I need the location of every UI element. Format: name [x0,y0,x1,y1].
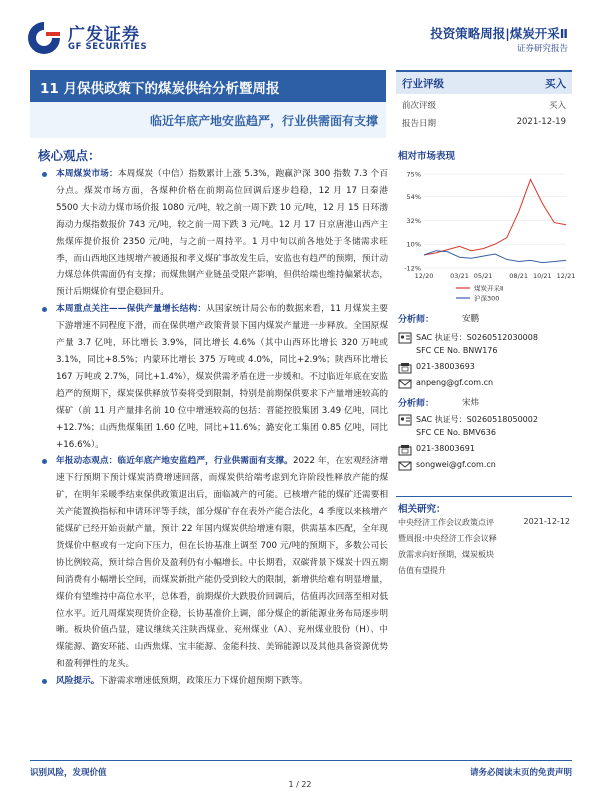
phone-icon [398,444,412,456]
id-card-icon [398,414,412,426]
page-number: 1 / 22 [288,780,312,789]
research-date: 2021-12-12 [523,517,570,526]
analyst-2-sfc: SFC CE No. BMV636 [416,428,496,437]
prev-rating-label: 前次评级 [402,101,437,111]
y-tick-label: 75% [406,170,421,179]
footer-slogan: 识别风险，发现价值 [30,768,107,778]
related-research [396,496,572,592]
x-tick-label: 05/21 [473,272,493,280]
x-tick-label: 12/21 [556,272,576,280]
research-line-1[interactable]: 中央经济工作会议政策点评 [398,518,494,527]
legend-label: 煤炭开采Ⅱ [474,284,504,293]
paragraph-outlook [36,453,388,673]
report-date-label: 报告日期 [402,119,437,129]
market-chart [396,168,576,308]
report-date-row [396,114,572,132]
analyst-2-name: 宋炜 [462,398,480,408]
mail-icon [398,378,412,390]
id-card-icon [398,332,412,344]
footer-disclaimer: 请务必阅读末页的免责声明 [469,768,572,778]
report-date-value: 2021-12-19 [516,117,566,127]
analyst-1-sac: SAC 执证号：S0260512030008 [416,333,538,342]
paragraph-focus [36,301,388,453]
bullet-icon [42,459,47,464]
analyst-2-email[interactable]: songwei@gf.com.cn [416,460,496,469]
x-tick-label: 03/21 [450,272,469,280]
research-line-3[interactable]: 放需求向好预期，煤炭板块 [398,550,494,559]
p2-lead: 本周重点关注——保供产量增长结构： [56,304,207,315]
bullet-icon [42,679,47,684]
research-line-2[interactable]: 暨周报:中央经济工作会议释 [398,534,497,543]
analyst-1-phone: 021-38003693 [416,362,475,371]
title-bar [30,70,386,102]
paragraph-risk [36,673,388,690]
p2-text: 从国家统计局公布的数据来看，11 月煤炭主要下游增速不同程度下滑，而在保供增产政策背景下国内煤炭产量进一步释放。全国原煤产量 3.7 亿吨，环比增长 3.9%，同比增长 4.6%（其中山西环比增长 320 万吨或 3.1%，同比+8.5%；内蒙环比增长 375 万吨或 4.0%，同比+2.9%；陕西环比增长 167 万吨或 2.7%，同比+1.4%），煤炭供需矛盾在进一步缓和。不过临近年底在安监趋严的预期下，煤炭保供释放节奏将受到限制，特别是前期保供要求下产量增速较高的煤矿（前 11 月产量排名前 10 位中增速较高的包括：晋能控股集团 3.49 亿吨，同比+12.7%；山西焦煤集团 1.60 亿吨，同比+11.6%；潞安化工集团 0.85 亿吨，同比+16.6%）。 [56,304,388,450]
x-tick-label: 10/21 [532,272,552,280]
analyst-label-2: 分析师： [398,399,435,409]
y-tick-label: 54% [406,193,421,202]
market-heading: 相对市场表现 [398,151,456,162]
analyst-2-phone: 021-38003691 [416,444,475,453]
prev-rating-value: 买入 [548,101,566,111]
x-tick-label: 12/20 [414,272,434,280]
bullet-icon [42,307,47,312]
y-tick-label: 32% [406,216,421,225]
logo-cn: 广发证券 [68,25,140,45]
p3-lead: 年报动态观点：临近年底产地安监趋严，行业供需面有支撑。 [56,456,293,467]
rating-box [396,70,572,132]
mail-icon [398,460,412,472]
footer-divider [30,760,572,761]
series-line-0 [424,179,566,255]
prev-rating-row [396,96,572,114]
main-title: 11 月保供政策下的煤炭供给分析暨周报 [40,81,280,97]
rating-header [396,70,572,94]
analyst-1-email[interactable]: anpeng@gf.com.cn [416,378,494,387]
gf-logo [26,18,166,58]
paragraph-market [36,166,388,301]
report-type: 投资策略周报|煤炭开采Ⅱ [430,26,568,41]
rating-label: 行业评级 [402,78,444,90]
report-subtitle: 证券研究报告 [516,44,568,54]
research-heading: 相关研究： [398,504,446,515]
rating-value: 买入 [545,78,566,90]
research-line-4[interactable]: 估值有望提升 [398,566,446,575]
legend-label: 沪深300 [474,294,500,303]
p1-text: 本周煤炭（中信）指数累计上涨 5.3%，跑赢沪深 300 指数 7.3 个百分点。煤炭市场方面，各煤种价格在前期高位回调后逐步趋稳，12 月 17 日秦港 5500 大卡动力煤市场价报 1080 元/吨，较之前一周下跌 10 元/吨，12 月 15 日环渤海动力煤指数报价 743 元/吨，较之前一周下跌 3 元/吨。12 月 17 日京唐港山西产主焦煤库提价报价 2350 元/吨，与之前一周持平。1 月中旬以前各地处于冬储需求旺季，而山西地区违规增产被通报和孝义煤矿事故发生后，安监也有趋严的预期，预计动力煤总体供需面仍有支撑；而煤焦钢产业链虽受限产影响，但供给端也维持偏紧状态，预计后期煤价有望企稳回升。 [56,169,389,298]
sub-title: 临近年底产地安监趋严，行业供需面有支撑 [149,114,378,128]
series-line-1 [424,251,566,263]
phone-icon [398,362,412,374]
p4-text: 下游需求增速低预期，政策压力下煤价超预期下跌等。 [99,676,308,687]
bullet-icon [42,172,47,177]
p3-text: 2022 年，在宏观经济增速下行预期下预计煤炭消费增速回落，而煤炭供给端考虑到允许阶段性释放产能的煤矿，在明年采暖季结束保供政策退出后，面临减产的可能。已核增产能的煤矿还需要相关产能置换指标和申请环评等手续，部分煤矿存在表外产能合法化，4 季度以来核增产能煤矿已经开始贡献产量，预计 22 年国内煤炭供给增速有限，供需基本匹配，全年现货煤价中枢或有一定向下压力，但在长协基准上调至 700 元/吨的预期下，多数公司长协比例较高，预计综合售价及盈利仍有小幅增长。中长期看，双碳背景下煤炭十四五期间消费有小幅增长空间，而煤炭新批产能仍受到较大的限制，新增供给难有明显增量，煤价有望维持中高位水平，总体看，前期煤价大跌股价回调后，估值再次回落至相对低位水平。近几周煤炭现货价企稳，长协基准价上调，部分煤企的新能源业务布局逐步明晰。板块价值凸显，建议继续关注陕西煤业、兖州煤业（A）、兖州煤业股份（H）、中煤能源、潞安环能、山西焦煤、宝丰能源、金能科技、美锦能源以及其他具备资源优势和盈利弹性的龙头。 [56,456,389,670]
analyst-1-sfc: SFC CE No. BNW176 [416,346,498,355]
p1-lead: 本周煤炭市场： [56,169,118,179]
y-tick-label: 10% [406,240,421,249]
x-tick-label: 08/21 [509,272,529,280]
core-heading: 核心观点： [38,148,101,163]
y-tick-label: -12% [404,264,421,273]
analyst-2-sac: SAC 执证号：S0260518050002 [416,415,538,424]
gf-logo-icon [26,20,62,54]
analyst-label-1: 分析师： [398,315,435,325]
analyst-1-name: 安鹏 [462,314,480,324]
core-body [36,166,388,690]
logo-en: GF SECURITIES [68,42,148,52]
p4-lead: 风险提示。 [56,676,100,687]
title-banner [30,70,386,138]
